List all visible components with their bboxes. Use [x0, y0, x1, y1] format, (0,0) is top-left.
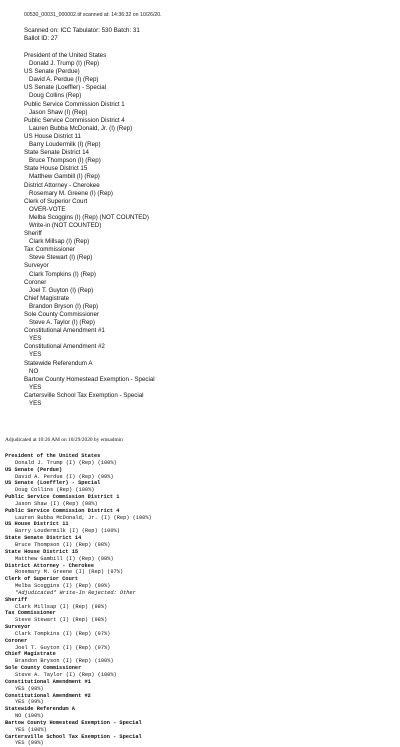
- contest-selection: YES: [29, 400, 42, 408]
- contest-selection: YES (98%): [15, 685, 44, 692]
- contest-title: Cartersville School Tax Exemption - Special: [24, 391, 144, 399]
- contest-selection: Steve A. Taylor (I) (Rep): [29, 319, 95, 327]
- contest-selection: Clark Millsap (I) (Rep): [29, 238, 90, 246]
- contest-selection: Clark Tompkins (I) (Rep): [29, 270, 96, 278]
- contest-title: President of the United States: [5, 453, 101, 459]
- contest-title: District Attorney - Cherokee: [24, 181, 100, 189]
- contest-title: Public Service Commission District 4: [24, 116, 125, 124]
- contest-selection: Lauren Bubba McDonald, Jr. (I) (Rep): [29, 124, 133, 132]
- contest-selection: Lauren Bubba McDonald, Jr. (I) (Rep) (100%): [15, 514, 152, 521]
- contest-title: President of the United States: [24, 52, 107, 59]
- contest-selection: Joel T. Guyton (I) (Rep) (97%): [15, 644, 111, 651]
- contest-selection: YES (100%): [15, 726, 47, 733]
- contest-selection: Matthew Gambill (I) (Rep): [29, 173, 100, 181]
- contest-title: Public Service Commission District 1: [24, 100, 125, 108]
- contest-selection: Steve Stewart (I) (Rep) (98%): [15, 617, 108, 624]
- ballot-contest-list: [24, 52, 155, 408]
- contest-title: US Senate (Perdue): [5, 466, 63, 473]
- contest-selection: Clark Millsap (I) (Rep) (98%): [15, 603, 108, 610]
- contest-title: State Senate District 14: [5, 535, 82, 542]
- contest-selection: Barry Loudermilk (I) (Rep): [29, 141, 101, 149]
- contest-selection: Doug Collins (Rep) (100%): [15, 487, 95, 494]
- contest-title: Clerk of Superior Court: [5, 576, 79, 583]
- contest-selection: YES (99%): [15, 740, 44, 747]
- contest-selection: Donald J. Trump (I) (Rep): [29, 60, 100, 68]
- contest-title: Chief Magistrate: [24, 294, 70, 302]
- contest-selection: YES (99%): [15, 699, 44, 706]
- contest-selection: Bruce Thompson (I) (Rep) (98%): [15, 541, 111, 548]
- contest-title: Surveyor: [24, 262, 49, 270]
- contest-selection: Steve A. Taylor (I) (Rep) (100%): [15, 672, 117, 678]
- contest-title: US House District 11: [5, 521, 69, 528]
- contest-title: State House District 15: [5, 548, 79, 555]
- contest-title: Sole County Commissioner: [24, 311, 99, 318]
- contest-selection: David A. Perdue (I) (Rep) (99%): [15, 473, 114, 480]
- contest-selection: NO: [29, 367, 39, 375]
- contest-title: Constitutional Amendment #1: [5, 678, 91, 685]
- contest-selection: YES: [29, 335, 42, 343]
- contest-title: Public Service Commission District 4: [5, 507, 120, 514]
- contest-title: Constitutional Amendment #2: [5, 692, 91, 699]
- contest-selection: Brandon Bryson (I) (Rep) (100%): [15, 658, 114, 665]
- contest-selection: NO (100%): [15, 713, 44, 720]
- contest-title: Clerk of Superior Court: [24, 197, 88, 205]
- adjudication-line: Adjudicated at 10:26 AM on 10/29/2020 by emsadmin: [5, 437, 123, 443]
- contest-title: Coroner: [5, 637, 28, 644]
- scan-metadata: [24, 27, 140, 42]
- contest-selection: OVER-VOTE: [29, 205, 66, 213]
- contest-selection: Melba Scoggins (I) (Rep) (99%): [15, 583, 111, 590]
- contest-selection: Doug Collins (Rep): [29, 92, 82, 100]
- contest-selection: Rosemary M. Greene (I) (Rep): [29, 189, 113, 197]
- contest-title: US House District 11: [24, 132, 81, 140]
- contest-selection: YES: [29, 383, 42, 391]
- contest-title: US Senate (Perdue): [24, 68, 80, 76]
- contest-selection: YES: [29, 351, 42, 359]
- contest-selection: Donald J. Trump (I) (Rep) (100%): [15, 459, 117, 466]
- contest-title: Sole County Commissioner: [5, 665, 82, 672]
- scanned-on-line: Scanned on: ICC Tabulator: 530 Batch: 31: [24, 27, 140, 34]
- contest-title: Tax Commissioner: [5, 610, 56, 617]
- contest-title: Sheriff: [24, 230, 42, 238]
- contest-selection: Melba Scoggins (I) (Rep) (NOT COUNTED): [29, 213, 149, 221]
- contest-selection: Brandon Bryson (I) (Rep): [29, 302, 99, 310]
- contest-title: Cartersville School Tax Exemption - Special: [5, 733, 142, 740]
- contest-title: Sheriff: [5, 596, 28, 603]
- contest-title: Bartow County Homestead Exemption - Special: [24, 375, 155, 383]
- contest-title: Public Service Commission District 1: [5, 494, 120, 501]
- contest-title: Bartow County Homestead Exemption - Special: [5, 719, 142, 726]
- contest-selection: Steve Stewart (I) (Rep): [29, 254, 93, 262]
- contest-title: Statewide Referendum A: [24, 359, 93, 367]
- contest-selection: Rosemary M. Greene (I) (Rep) (97%): [15, 569, 124, 576]
- scan-info-line: 00530_00031_000002.tif scanned at: 14:36:32 on 10/26/20.: [24, 12, 162, 18]
- contest-title: Constitutional Amendment #2: [24, 343, 105, 351]
- contest-title: State House District 15: [24, 165, 88, 173]
- contest-title: Statewide Referendum A: [5, 706, 75, 713]
- contest-title: Coroner: [24, 278, 47, 286]
- adjudication-note: *Adjudicated* Write-In Rejected: Other: [15, 589, 136, 596]
- contest-title: Tax Commissioner: [24, 246, 75, 254]
- contest-selection: David A. Perdue (I) (Rep): [29, 76, 99, 84]
- adjudicated-results-list: [5, 453, 152, 747]
- ballot-id-line: Ballot ID: 27: [24, 34, 58, 42]
- contest-selection: Bruce Thompson (I) (Rep): [29, 157, 101, 165]
- contest-title: US Senate (Loeffler) - Special: [24, 84, 107, 92]
- contest-selection: Write-in (NOT COUNTED): [29, 221, 102, 229]
- contest-title: Chief Magistrate: [5, 651, 56, 658]
- contest-title: US Senate (Loeffler) - Special: [5, 480, 101, 487]
- contest-selection: Clark Tompkins (I) (Rep) (97%): [15, 630, 111, 637]
- contest-selection: Jason Shaw (I) (Rep) (98%): [15, 500, 98, 507]
- contest-selection: Joel T. Guyton (I) (Rep): [29, 286, 94, 294]
- contest-title: Surveyor: [5, 624, 31, 631]
- contest-title: Constitutional Amendment #1: [24, 327, 105, 335]
- contest-title: District Attorney - Cherokee: [5, 562, 95, 569]
- contest-title: State Senate District 14: [24, 149, 90, 157]
- contest-selection: Matthew Gambill (I) (Rep) (98%): [15, 555, 114, 562]
- contest-selection: Jason Shaw (I) (Rep): [29, 108, 88, 116]
- contest-selection: Barry Loudermilk (I) (Rep) (100%): [15, 528, 120, 535]
